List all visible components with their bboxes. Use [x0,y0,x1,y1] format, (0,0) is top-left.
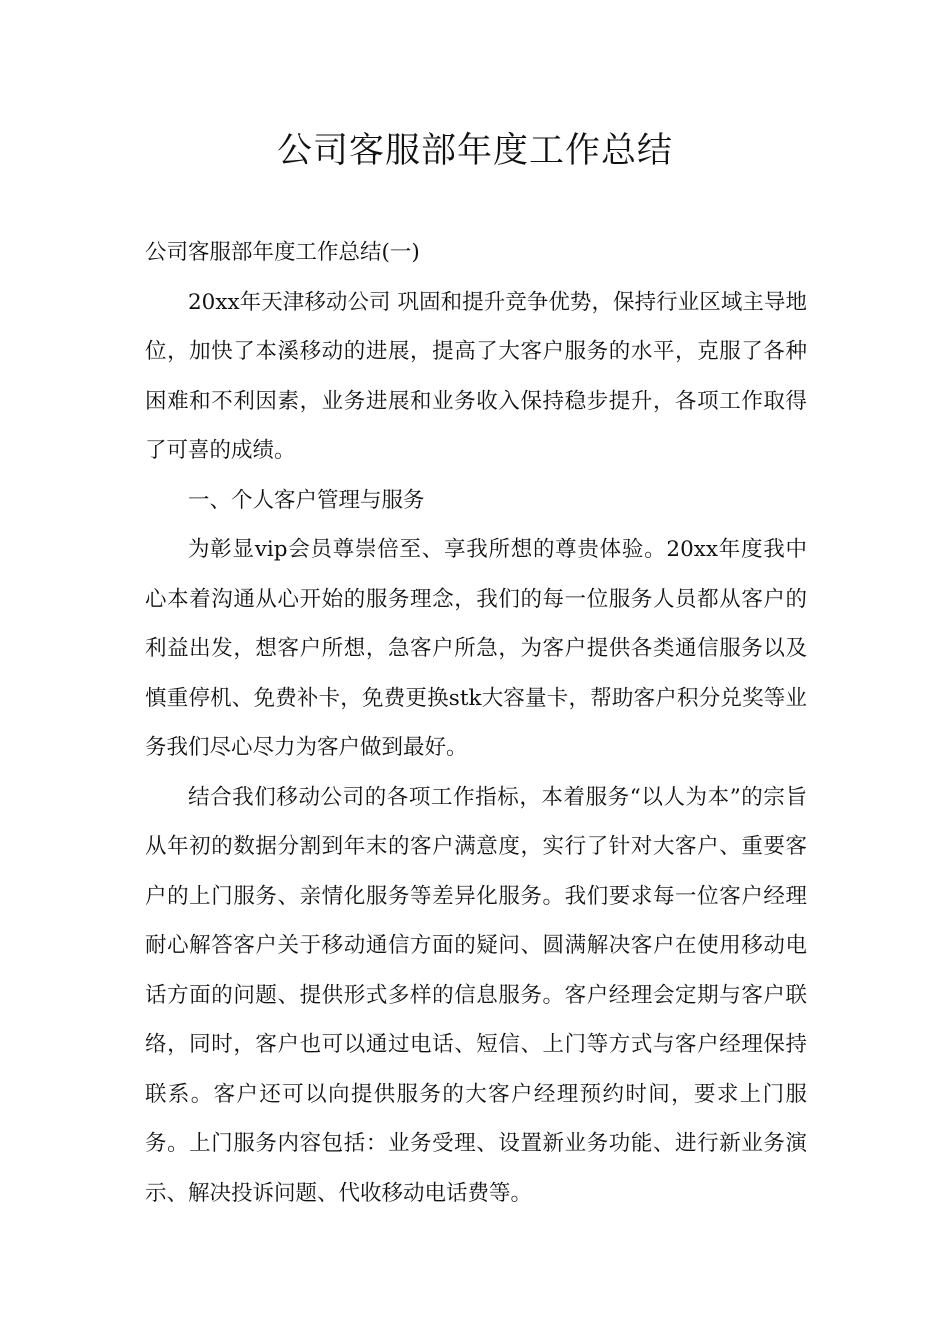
document-body [145,228,807,1218]
section-heading-personal-customer: 一、个人客户管理与服务 [188,487,425,513]
paragraph-intro: 20xx年天津移动公司 巩固和提升竞争优势，保持行业区域主导地位，加快了本溪移动的进展，提高了大客户服务的水平，克服了各种困难和不利因素，业务进展和业务收入保持稳步提升，各项工作取得了可喜的成绩。 [145,289,807,463]
paragraph-door-service: 结合我们移动公司的各项工作指标，本着服务“以人为本”的宗旨从年初的数据分割到年末的客户满意度，实行了针对大客户、重要客户的上门服务、亲情化服务等差异化服务。我们要求每一位客户经理耐心解答客户关于移动通信方面的疑问、圆满解决客户在使用移动电话方面的问题、提供形式多样的信息服务。客户经理会定期与客户联络，同时，客户也可以通过电话、短信、上门等方式与客户经理保持联系。客户还可以向提供服务的大客户经理预约时间，要求上门服务。上门服务内容包括：业务受理、设置新业务功能、进行新业务演示、解决投诉问题、代收移动电话费等。 [145,784,807,1206]
paragraph-vip-service: 为彰显vip会员尊崇倍至、享我所想的尊贵体验。20xx年度我中心本着沟通从心开始的服务理念，我们的每一位服务人员都从客户的利益出发，想客户所想，急客户所急，为客户提供各类通信服务以及慎重停机、免费补卡，免费更换stk大容量卡，帮助客户积分兑奖等业务我们尽心尽力为客户做到最好。 [145,537,807,760]
document-title: 公司客服部年度工作总结 [276,131,673,171]
section-subtitle: 公司客服部年度工作总结(一) [145,240,420,265]
